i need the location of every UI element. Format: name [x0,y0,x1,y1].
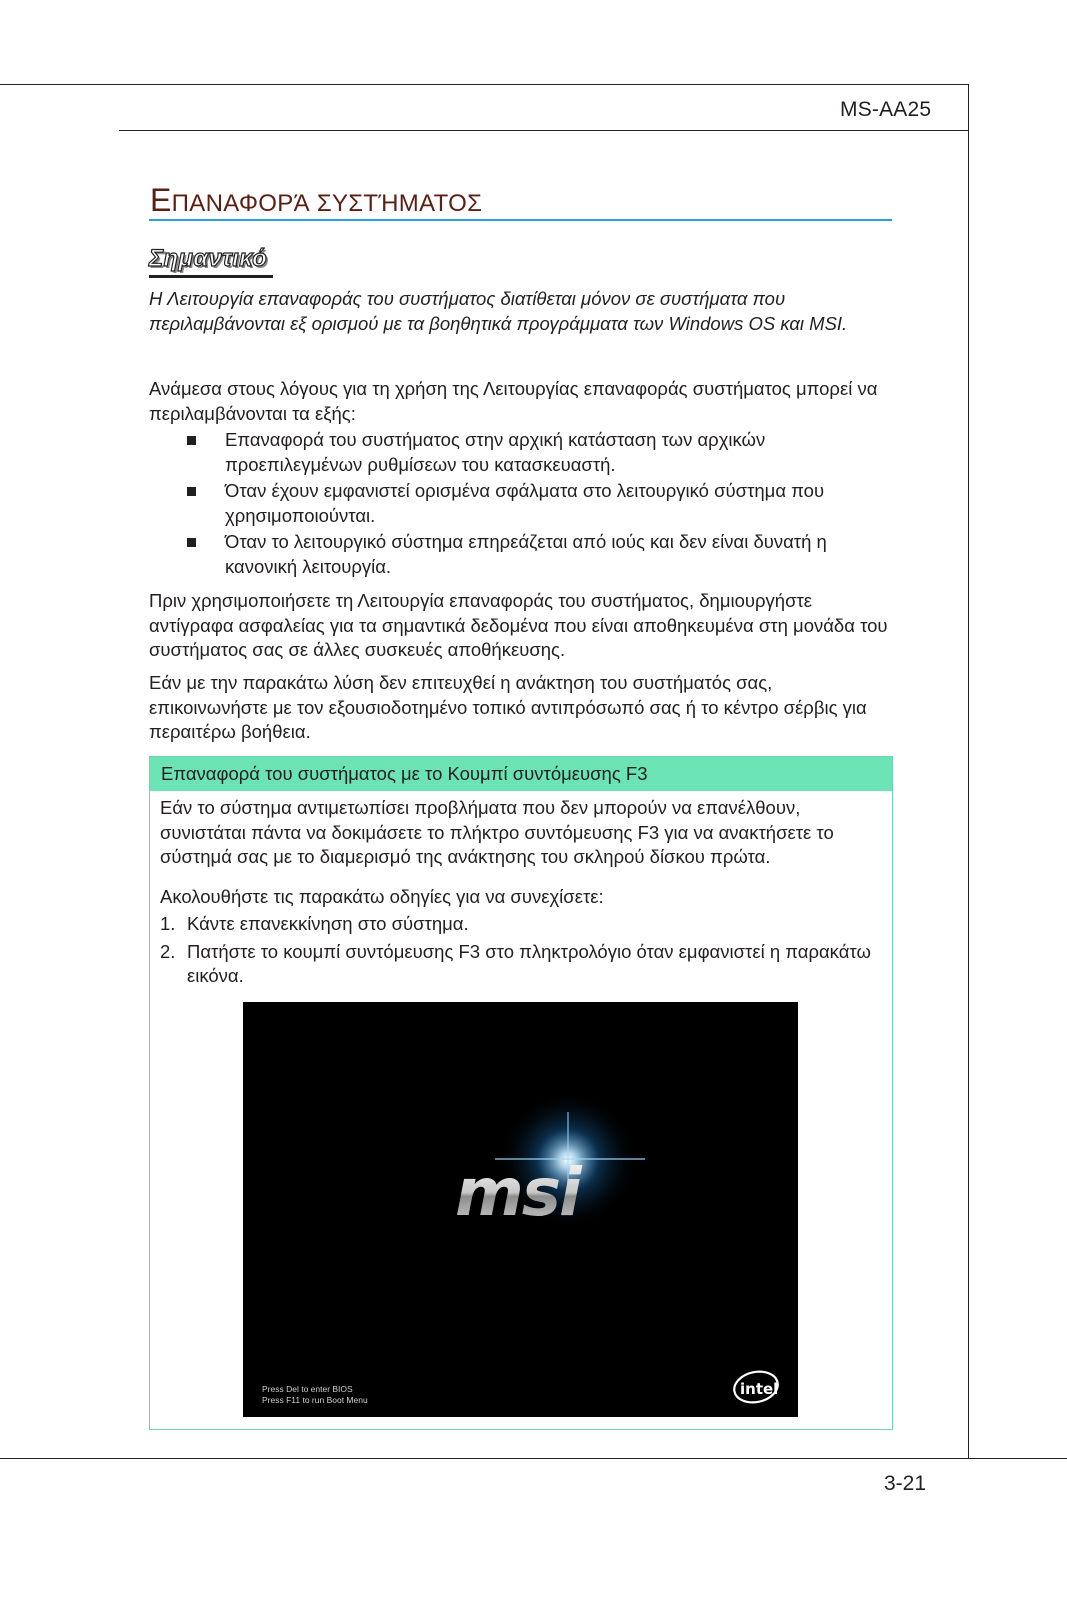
boot-menu-hint: Press F11 to run Boot Menu [262,1395,368,1405]
bios-hint: Press Del to enter BIOS [262,1384,353,1394]
section-title [150,182,482,219]
section-title-rest: ΠΑΝΑΦΟΡΆ ΣΥΣΤΉΜΑΤΟΣ [171,190,483,217]
model-number: MS-AA25 [840,98,932,121]
important-label: Σημαντικό [149,245,268,272]
section-title-initial: Ε [150,182,172,218]
intro-paragraph: Ανάμεσα στους λόγους για τη χρήση της Λειτουργίας επαναφοράς συστήματος μπορεί να περιλαμβάνονται τα εξής: [149,378,878,424]
bottom-border [0,1458,1067,1459]
page-number: 3-21 [884,1472,927,1495]
f3-instructions-intro: Ακολουθήστε τις παρακάτω οδηγίες για να συνεχίσετε: [160,886,604,907]
intel-logo-icon [731,1366,781,1406]
list-item: Όταν έχουν εμφανιστεί ορισμένα σφάλματα στο λειτουργικό σύστημα που χρησιμοποιούνται. [149,479,889,528]
list-item: Όταν το λειτουργικό σύστημα επηρεάζεται από ιούς και δεν είναι δυνατή η κανονική λειτουργία. [149,530,889,579]
bullet-icon [187,436,196,445]
title-underline [149,219,892,221]
f3-steps [160,912,885,992]
important-underline [149,275,273,278]
list-item: Επαναφορά του συστήματος στην αρχική κατάσταση των αρχικών προεπιλεγμένων ρυθμίσεων του κατασκευαστή. [149,428,889,477]
support-paragraph: Εάν με την παρακάτω λύση δεν επιτευχθεί η ανάκτηση του συστήματός σας, επικοινωνήστε με τον εξουσιοδοτημένο τοπικό αντιπρόσωπό σας ή το κέντρο σέρβις για περαιτέρω βοήθεια. [149,672,867,742]
svg-text:msi: msi [455,1154,580,1231]
list-item: 2. Πατήστε το κουμπί συντόμευσης F3 στο πληκτρολόγιο όταν εμφανιστεί η παρακάτω εικόνα. [160,940,871,986]
f3-recovery-heading: Επαναφορά του συστήματος με το Κουμπί συντόμευσης F3 [150,757,892,791]
top-border [0,84,969,85]
bullet-icon [187,538,196,547]
f3-recovery-text: Εάν το σύστημα αντιμετωπίσει προβλήματα που δεν μπορούν να επανέλθουν, συνιστάται πάντα να δοκιμάσετε το πλήκτρο συντόμευσης F3 για να ανακτήσετε το σύστημά σας με το διαμερισμό της ανάκτησης του σκληρού δίσκου πρώτα. [160,797,834,867]
msi-logo [243,1002,798,1417]
important-note: Η Λειτουργία επαναφοράς του συστήματος διατίθεται μόνον σε συστήματα που περιλαμβάνονται εξ ορισμού με τα βοηθητικά προγράμματα των Windows OS και MSI. [149,288,848,334]
boot-screen-image [243,1002,798,1417]
right-border [968,84,969,1459]
bullet-icon [187,487,196,496]
backup-paragraph: Πριν χρησιμοποιήσετε τη Λειτουργία επαναφοράς του συστήματος, δημιουργήστε αντίγραφα ασφαλείας για τα σημαντικά δεδομένα που είναι αποθηκευμένα στη μονάδα του συστήματος σας σε άλλες συσκευές αποθήκευσης. [149,590,888,660]
list-item: 1. Κάντε επανεκκίνηση στο σύστημα. [160,913,469,934]
header-rule [119,130,969,131]
svg-text:intel: intel [740,1380,779,1398]
reasons-list [149,428,889,581]
